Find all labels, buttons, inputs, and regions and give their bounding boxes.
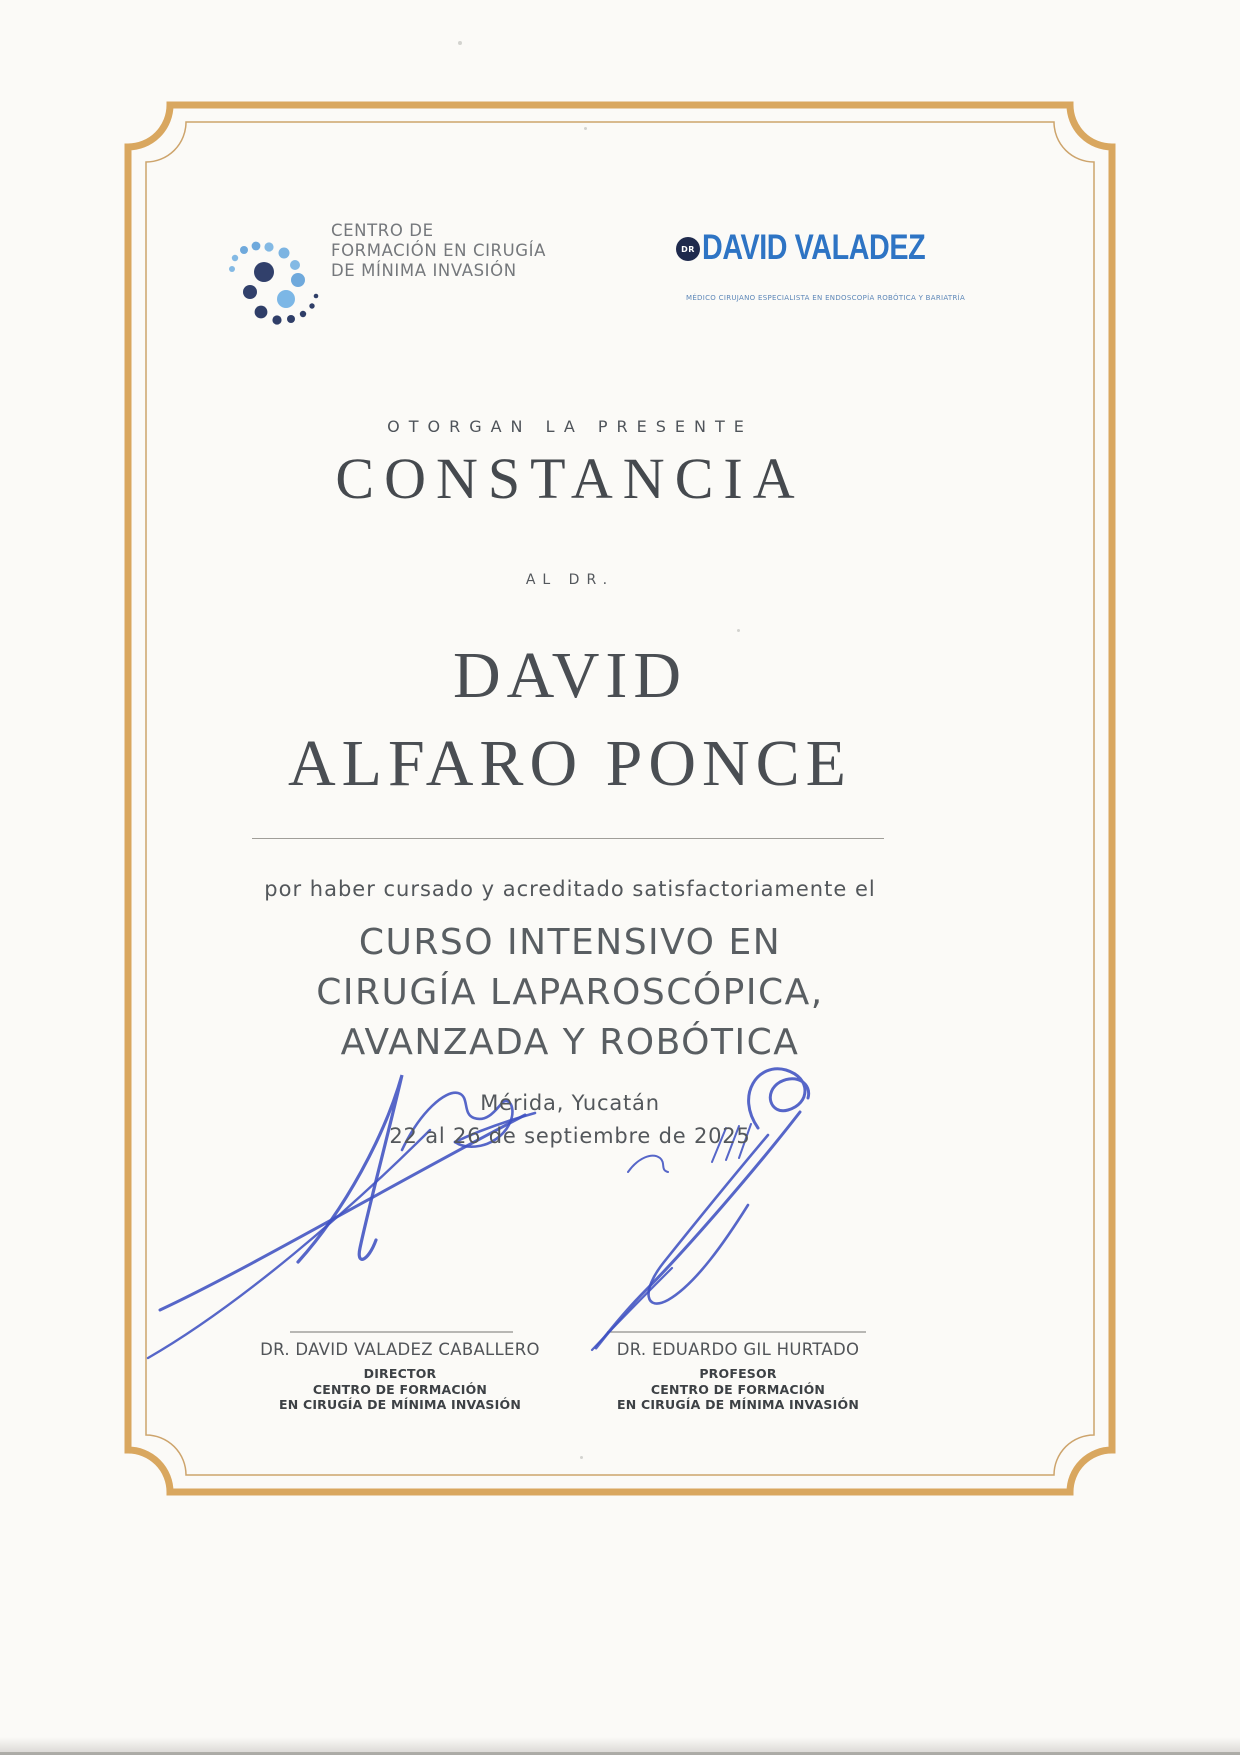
event-location: Mérida, Yucatán (480, 1091, 660, 1115)
course-title-line: CIRUGÍA LAPAROSCÓPICA, (316, 972, 824, 1013)
signature-block-right (578, 1340, 898, 1413)
brand-tagline: MÉDICO CIRUJANO ESPECIALISTA EN ENDOSCOPÍA ROBÓTICA Y BARIATRÍA (686, 294, 966, 302)
signer-org-line: EN CIRUGÍA DE MÍNIMA INVASIÓN (617, 1397, 859, 1412)
signer-name: DR. DAVID VALADEZ CABALLERO (260, 1340, 540, 1359)
signer-org-line: CENTRO DE FORMACIÓN (650, 1381, 826, 1397)
brand-name: DAVID VALADEZ (702, 228, 926, 267)
signer-role: PROFESOR (699, 1366, 777, 1381)
signature-left-ink (148, 1075, 535, 1358)
centro-logo-dots-icon (229, 242, 318, 325)
scan-speck (458, 41, 462, 45)
recipient-name-underline (252, 838, 884, 839)
centro-logo-line: FORMACIÓN EN CIRUGÍA (331, 241, 547, 260)
course-title (130, 918, 1010, 1068)
signer-name: DR. EDUARDO GIL HURTADO (616, 1340, 860, 1359)
course-title-line: AVANZADA Y ROBÓTICA (340, 1022, 800, 1063)
signer-roles (240, 1366, 560, 1413)
recipient-name-line1: DAVID (452, 639, 688, 712)
scan-speck (737, 629, 740, 632)
scan-speck (580, 1456, 583, 1459)
certificate-title: CONSTANCIA (335, 446, 805, 511)
signer-org-line: CENTRO DE FORMACIÓN (312, 1381, 488, 1397)
signer-roles (578, 1366, 898, 1413)
scan-speck (584, 127, 587, 130)
presented-line: OTORGAN LA PRESENTE (387, 417, 753, 436)
recipient-name-line2: ALFARO PONCE (287, 727, 852, 800)
signature-block-left (240, 1340, 560, 1413)
recipient-prefix: AL DR. (525, 572, 615, 588)
dr-badge-icon: DR (676, 237, 700, 261)
signer-role: DIRECTOR (363, 1366, 437, 1381)
signer-org-line: EN CIRUGÍA DE MÍNIMA INVASIÓN (279, 1397, 521, 1412)
centro-logo-line: DE MÍNIMA INVASIÓN (331, 261, 517, 280)
centro-logo-wordmark (331, 221, 546, 281)
course-title-line: CURSO INTENSIVO EN (358, 922, 782, 963)
event-dates: 22 al 26 de septiembre de 2025 (389, 1124, 751, 1148)
centro-logo-line: CENTRO DE (331, 221, 434, 240)
reason-line: por haber cursado y acreditado satisfactoriamente el (264, 877, 876, 901)
